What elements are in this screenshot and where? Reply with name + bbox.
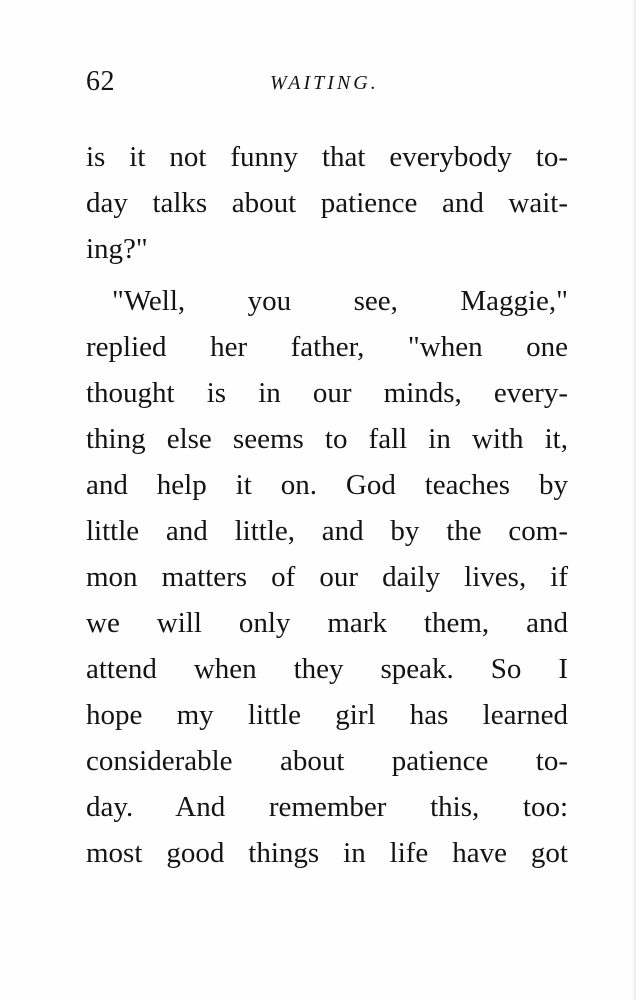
paragraph: [86, 134, 568, 272]
text-line: considerable about patience to-: [86, 745, 568, 777]
text-line: most good things in life have got: [86, 837, 568, 869]
text-line: mon matters of our daily lives, if: [86, 561, 568, 593]
text-line: day talks about patience and wait-: [86, 187, 568, 219]
text-line: thought is in our minds, every-: [86, 377, 568, 409]
page-number: 62: [86, 66, 115, 97]
page-header: [86, 66, 566, 106]
text-line: hope my little girl has learned: [86, 699, 568, 731]
text-line: thing else seems to fall in with it,: [86, 423, 568, 455]
text-line: and help it on. God teaches by: [86, 469, 568, 501]
running-title: WAITING.: [270, 72, 379, 94]
text-line: ing?": [86, 233, 148, 265]
text-line: little and little, and by the com-: [86, 515, 568, 547]
text-line: "Well, you see, Maggie,": [112, 285, 568, 317]
paragraph: [86, 278, 568, 876]
text-line: replied her father, "when one: [86, 331, 568, 363]
text-line: is it not funny that everybody to-: [86, 141, 568, 173]
text-line: attend when they speak. So I: [86, 653, 568, 685]
text-line: day. And remember this, too:: [86, 791, 568, 823]
page-edge-shadow: [632, 0, 636, 1000]
body-text: [86, 134, 568, 876]
text-line: we will only mark them, and: [86, 607, 568, 639]
